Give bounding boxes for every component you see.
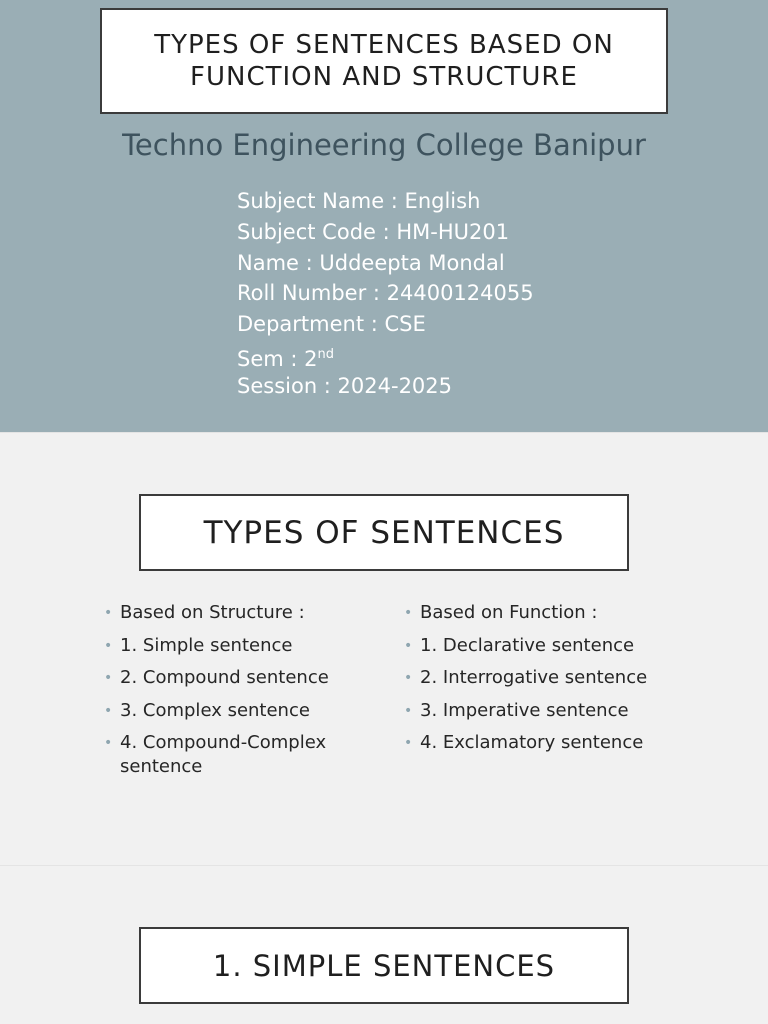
list-item — [104, 666, 354, 690]
list-item — [104, 731, 354, 779]
list-item — [404, 601, 704, 625]
types-slide — [0, 432, 768, 865]
bullet-icon: • — [404, 670, 413, 686]
college-name: Techno Engineering College Banipur — [122, 128, 646, 162]
title-slide — [0, 0, 768, 432]
list-item — [104, 699, 354, 723]
list-item — [404, 699, 704, 723]
session-line: Session : 2024-2025 — [237, 373, 453, 398]
bullet-icon: • — [104, 637, 113, 654]
title-slide-heading: TYPES OF SENTENCES BASED ON FUNCTION AND STRUCTURE — [100, 8, 668, 114]
list-item-text: Based on Function : — [420, 602, 598, 623]
roll-number-line: Roll Number : 24400124055 — [237, 281, 534, 306]
bullet-icon: • — [404, 605, 413, 621]
simple-sentences-slide — [0, 865, 768, 1024]
list-item-text: 1. Simple sentence — [120, 634, 293, 656]
list-item — [404, 731, 704, 755]
bullet-icon: • — [404, 735, 413, 751]
bullet-icon: • — [404, 702, 413, 719]
department-line: Department : CSE — [237, 312, 426, 337]
subject-name-line: Subject Name : English — [237, 189, 481, 213]
list-item-text: 4. Compound-Complex sentence — [120, 732, 327, 777]
list-item-text: 2. Compound sentence — [120, 667, 329, 688]
list-item-text: 4. Exclamatory sentence — [420, 732, 644, 753]
list-item — [104, 601, 354, 625]
subject-code-line: Subject Code : HM-HU201 — [237, 219, 510, 244]
semester-suffix: nd — [317, 346, 334, 362]
list-item — [104, 634, 354, 658]
list-item-text: Based on Structure : — [120, 602, 305, 623]
list-item-text: 3. Imperative sentence — [420, 699, 629, 721]
list-item — [404, 634, 704, 658]
bullet-icon: • — [104, 735, 113, 751]
student-name-line: Name : Uddeepta Mondal — [237, 250, 505, 275]
bullet-icon: • — [104, 605, 113, 621]
types-slide-heading: TYPES OF SENTENCES — [139, 494, 629, 571]
student-info-block — [237, 186, 534, 402]
structure-list — [104, 601, 354, 788]
bullet-icon: • — [104, 670, 113, 686]
simple-sentences-heading: 1. SIMPLE SENTENCES — [139, 927, 629, 1004]
list-item-text: 3. Complex sentence — [120, 699, 310, 721]
bullet-icon: • — [104, 702, 113, 719]
function-list — [404, 601, 704, 764]
bullet-icon: • — [404, 637, 413, 654]
list-item-text: 1. Declarative sentence — [420, 634, 635, 656]
list-item — [404, 666, 704, 690]
list-item-text: 2. Interrogative sentence — [420, 667, 648, 688]
semester-line — [237, 340, 534, 371]
semester-text: Sem : 2 — [237, 346, 318, 371]
